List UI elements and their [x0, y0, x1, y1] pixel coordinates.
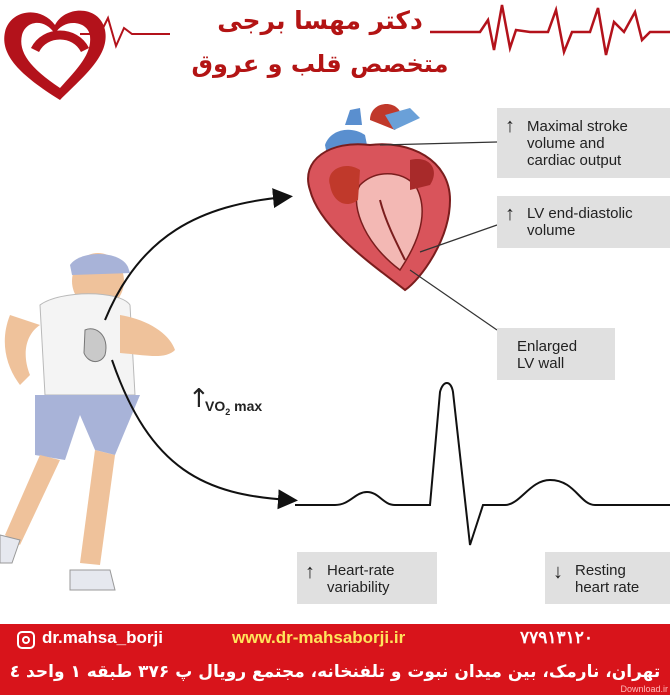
down-arrow-icon: ↓	[553, 561, 563, 583]
doctor-name: دکتر مهسا برجی	[217, 6, 423, 35]
website-link[interactable]: www.dr-mahsaborji.ir	[232, 628, 406, 647]
box-line: heart rate	[575, 579, 640, 596]
box-line: Heart-rate	[327, 562, 395, 579]
ecg-trace	[295, 380, 670, 555]
address: تهران، نارمک، بین میدان نبوت و تلفنخانه، مجتمع رویال پ ۳۷۶ طبقه ۱ واحد ٤	[9, 662, 661, 682]
box-line: variability	[327, 579, 390, 596]
box-line: LV end-diastolic	[527, 205, 633, 222]
box-line: Enlarged	[517, 338, 578, 355]
specialty: متخصص قلب و عروق	[191, 50, 449, 78]
instagram-icon	[17, 631, 35, 649]
up-arrow-icon: ↑	[305, 561, 315, 583]
box-line: volume and	[527, 135, 605, 152]
box-line: Maximal stroke	[527, 118, 628, 135]
instagram-handle[interactable]: dr.mahsa_borji	[42, 628, 163, 647]
box-line: cardiac output	[527, 152, 622, 169]
lv-wall-box	[497, 328, 615, 380]
watermark: Download.ir	[620, 684, 668, 694]
up-arrow-icon: ↑	[505, 203, 515, 225]
box-line: LV wall	[517, 355, 565, 372]
resting-hr-box	[545, 552, 670, 604]
box-line: Resting	[575, 562, 626, 579]
lv-diastolic-box	[497, 196, 670, 248]
vo2-max-label: $VO_2$ max	[205, 398, 263, 417]
phone-number[interactable]: ۷۷۹۱۳۱۲۰	[520, 628, 594, 647]
box-line: volume	[527, 222, 576, 239]
stroke-volume-box	[497, 108, 670, 178]
footer-bar	[0, 624, 670, 695]
hrv-box	[297, 552, 437, 604]
up-arrow-icon: ↑	[505, 115, 515, 137]
vo2-up-arrow-icon: ↑	[188, 384, 210, 414]
